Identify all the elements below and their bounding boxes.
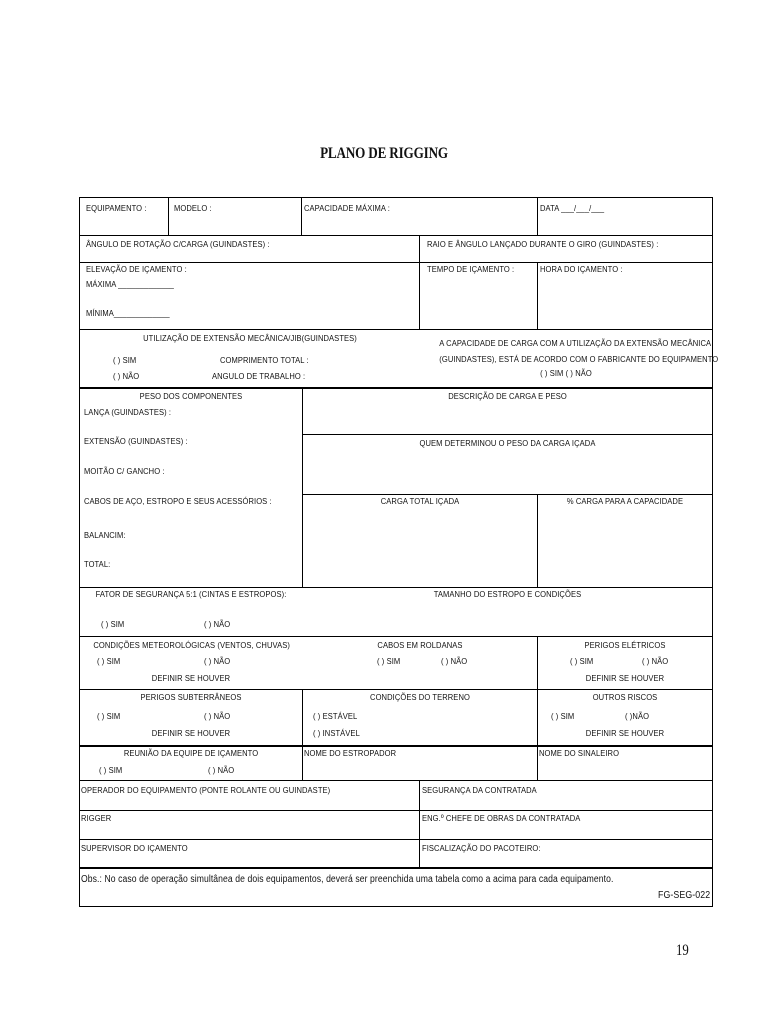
angulo-rotacao-label: ÂNGULO DE ROTAÇÃO C/CARGA (GUINDASTES) : <box>86 239 270 249</box>
hora-icamento-label: HORA DO IÇAMENTO : <box>540 264 623 274</box>
capacidade-extensao-text-2: (GUINDASTES), ESTÁ DE ACORDO COM O FABRICANTE DO EQUIPAMENTO <box>439 354 719 364</box>
utilizacao-extensao-label: UTILIZAÇÃO DE EXTENSÃO MECÂNICA/JIB(GUINDASTES) <box>143 333 357 343</box>
form-code: FG-SEG-022 <box>658 890 711 901</box>
balancim-label: BALANCIM: <box>84 530 126 540</box>
cabos-nao-option: ( ) NÃO <box>441 656 468 666</box>
perigos-eletricos-label: PERIGOS ELÉTRICOS <box>584 640 666 650</box>
cabos-sim-option: ( ) SIM <box>377 656 401 666</box>
meteo-definir-label: DEFINIR SE HOUVER <box>151 673 231 683</box>
outros-definir-label: DEFINIR SE HOUVER <box>585 728 665 738</box>
eng-chefe-label: ENG.º CHEFE DE OBRAS DA CONTRATADA <box>422 813 581 823</box>
cabos-aco-label: CABOS DE AÇO, ESTROPO E SEUS ACESSÓRIOS : <box>84 496 272 506</box>
fator-seguranca-label: FATOR DE SEGURANÇA 5:1 (CINTAS E ESTROPOS): <box>95 589 287 599</box>
carga-total-header: CARGA TOTAL IÇADA <box>380 496 460 506</box>
tempo-icamento-label: TEMPO DE IÇAMENTO : <box>427 264 515 274</box>
subterraneos-sim-option: ( ) SIM <box>97 711 121 721</box>
rigger-label: RIGGER <box>81 813 112 823</box>
fiscalizacao-label: FISCALIZAÇÃO DO PACOTEIRO: <box>422 843 541 853</box>
tamanho-estropo-header: TAMANHO DO ESTROPO E CONDIÇÕES <box>433 589 582 599</box>
outros-nao-option: ( )NÃO <box>625 711 650 721</box>
perigos-subterraneos-label: PERIGOS SUBTERRÂNEOS <box>140 692 242 702</box>
eletricos-sim-option: ( ) SIM <box>570 656 594 666</box>
modelo-label: MODELO : <box>174 203 212 213</box>
extensao-sim-option: ( ) SIM <box>113 355 137 365</box>
elevacao-label: ELEVAÇÃO DE IÇAMENTO : <box>86 264 187 274</box>
minima-field: MÍNIMA_____________ <box>86 308 170 318</box>
terreno-instavel-option: ( ) INSTÁVEL <box>313 728 360 738</box>
seguranca-contratada-label: SEGURANÇA DA CONTRATADA <box>422 785 537 795</box>
subterraneos-definir-label: DEFINIR SE HOUVER <box>151 728 231 738</box>
reuniao-equipe-label: REUNIÃO DA EQUIPE DE IÇAMENTO <box>123 748 259 758</box>
angulo-trabalho-label: ANGULO DE TRABALHO : <box>212 371 306 381</box>
comprimento-total-label: COMPRIMENTO TOTAL : <box>220 355 309 365</box>
peso-componentes-header: PESO DOS COMPONENTES <box>139 391 243 401</box>
terreno-estavel-option: ( ) ESTÁVEL <box>313 711 358 721</box>
extensao-nao-option: ( ) NÃO <box>113 371 140 381</box>
nome-sinaleiro-label: NOME DO SINALEIRO <box>539 748 620 758</box>
reuniao-nao-option: ( ) NÃO <box>208 765 235 775</box>
moitao-label: MOITÃO C/ GANCHO : <box>84 466 165 476</box>
quem-determinou-header: QUEM DETERMINOU O PESO DA CARGA IÇADA <box>419 438 596 448</box>
fator-sim-option: ( ) SIM <box>101 619 125 629</box>
capacidade-maxima-label: CAPACIDADE MÁXIMA : <box>304 203 391 213</box>
percentual-carga-header: % CARGA PARA A CAPACIDADE <box>566 496 684 506</box>
outros-sim-option: ( ) SIM <box>551 711 575 721</box>
observation-note: Obs.: No caso de operação simultânea de dois equipamentos, deverá ser preenchida uma tabela como a acima para cada equipamento. <box>81 874 614 885</box>
subterraneos-nao-option: ( ) NÃO <box>204 711 231 721</box>
condicoes-meteorologicas-label: CONDIÇÕES METEOROLÓGICAS (VENTOS, CHUVAS) <box>93 640 290 650</box>
page-number: 19 <box>676 942 689 959</box>
data-field: DATA ___/___/___ <box>540 203 605 213</box>
total-label: TOTAL: <box>84 559 111 569</box>
cabos-roldanas-label: CABOS EM ROLDANAS <box>377 640 463 650</box>
page-title: PLANO DE RIGGING <box>320 145 448 162</box>
meteo-nao-option: ( ) NÃO <box>204 656 231 666</box>
meteo-sim-option: ( ) SIM <box>97 656 121 666</box>
lanca-label: LANÇA (GUINDASTES) : <box>84 407 172 417</box>
capacidade-extensao-text-1: A CAPACIDADE DE CARGA COM A UTILIZAÇÃO DA EXTENSÃO MECÂNICA <box>439 338 712 348</box>
supervisor-icamento-label: SUPERVISOR DO IÇAMENTO <box>81 843 188 853</box>
rigging-form-table <box>79 197 719 907</box>
extensao-label: EXTENSÃO (GUINDASTES) : <box>84 436 188 446</box>
outros-riscos-label: OUTROS RISCOS <box>592 692 658 702</box>
reuniao-sim-option: ( ) SIM <box>99 765 123 775</box>
eletricos-definir-label: DEFINIR SE HOUVER <box>585 673 665 683</box>
operador-equipamento-label: OPERADOR DO EQUIPAMENTO (PONTE ROLANTE OU GUINDASTE) <box>81 785 331 795</box>
maxima-field: MÁXIMA _____________ <box>86 279 174 289</box>
descricao-carga-header: DESCRIÇÃO DE CARGA E PESO <box>448 391 567 401</box>
fator-nao-option: ( ) NÃO <box>204 619 231 629</box>
eletricos-nao-option: ( ) NÃO <box>642 656 669 666</box>
raio-angulo-label: RAIO E ÂNGULO LANÇADO DURANTE O GIRO (GUINDASTES) : <box>427 239 659 249</box>
nome-estropador-label: NOME DO ESTROPADOR <box>304 748 397 758</box>
condicoes-terreno-label: CONDIÇÕES DO TERRENO <box>370 692 470 702</box>
capacidade-extensao-options: ( ) SIM ( ) NÃO <box>540 368 592 378</box>
equipamento-label: EQUIPAMENTO : <box>86 203 147 213</box>
